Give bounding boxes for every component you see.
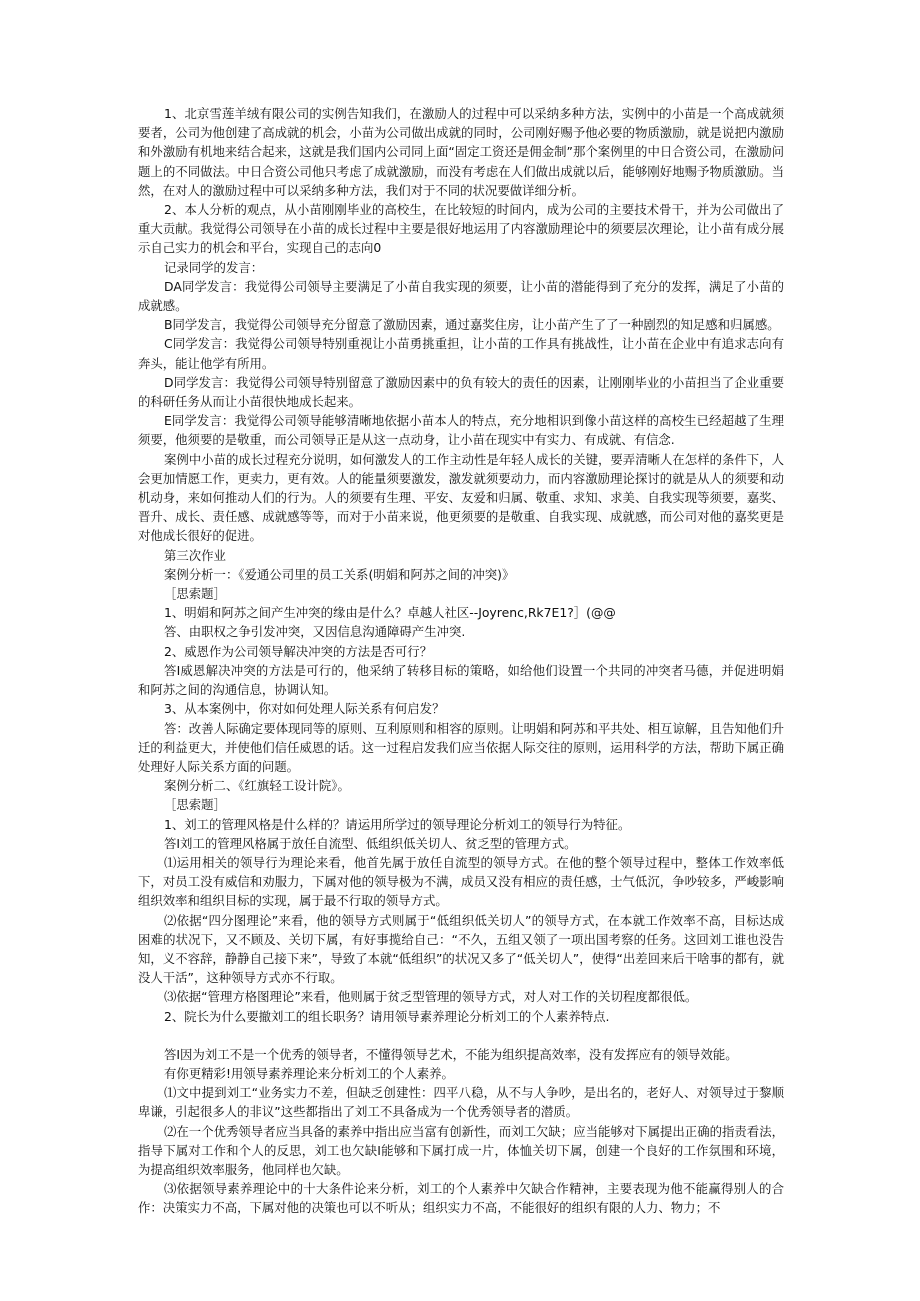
paragraph: B同学发言，我觉得公司领导充分留意了激励因素，通过嘉奖住房，让小苗产生了了一种剧烈的知足感和归属感。 xyxy=(164,317,780,333)
paragraph: ⑵在一个优秀领导者应当具备的素养中指出应当富有创新性，而刘工欠缺；应当能够对下属提出正确的指责看法，指导下属对工作和个人的反思，刘工也欠缺I能够和下属打成一片，体恤关切下属，创建一个良好的工作氛围和环境，为提高组织效率服务，他同样也欠缺。 xyxy=(138,1123,784,1177)
answer: 答I因为刘工不是一个优秀的领导者，不懂得领导艺术，不能为组织提高效率，没有发挥应有的领导效能。 xyxy=(164,1046,738,1062)
question: 2、威恩作为公司领导解决冲突的方法是否可行？ xyxy=(164,643,433,659)
question: 2、院长为什么要撤刘工的组长职务？请用领导素养理论分析刘工的个人素养特点. xyxy=(164,1008,610,1024)
question: 1、刘工的管理风格是什么样的？请运用所学过的领导理论分析刘工的领导行为特征。 xyxy=(164,816,631,832)
case-title: 案例分析二、《红旗轻工设计院》。 xyxy=(164,778,350,794)
paragraph: ⑶依据“管理方格图理论”来看，他则属于贫乏型管理的领导方式，对人对工作的关切程度都很低。 xyxy=(164,989,698,1005)
paragraph: ⑴文中提到刘工“业务实力不差，但缺乏创建性：四平八稳，从不与人争吵，是出名的，老好人、对领导过于黎顺卑谦，引起很多人的非议”这些都指出了刘工不具备成为一个优秀领导者的潜质。 xyxy=(138,1085,784,1120)
case-title: 案例分析一：《爱通公司里的员工关系(明娟和阿苏之间的冲突)》 xyxy=(164,566,515,582)
paragraph: ⑴运用相关的领导行为理论来看，他首先属于放任自流型的领导方式。在他的整个领导过程中，整体工作效率低下，对员工没有威信和劝服力，下属对他的领导极为不满，成员又没有相应的责任感，士气低沉，争吵较多，严峻影响组织效率和组织目标的实现，属于最不行取的领导方式。 xyxy=(138,854,784,909)
question-heading: ［思索题］ xyxy=(164,797,226,813)
answer: 答I威恩解决冲突的方法是可行的，他采纳了转移目标的策略，如给他们设置一个共同的冲突者马德，并促进明娟和阿苏之间的沟通信息，协调认知。 xyxy=(138,662,784,698)
paragraph: ⑵依据“四分图理论”来看，他的领导方式则属于“低组织低关切人”的领导方式，在本就工作效率不高，目标达成困难的状况下，又不顾及、关切下属，有好事揽给自己：“不久，五组又领了一项出国考察的任务。这回刘工谁也没告知，义不容辞，静静自己接下来”，导致了本就“低组织”的状况又多了“低关切人”，使得“出差回来后干啥事的都有，就没人干活”，这种领导方式亦不行取。 xyxy=(138,912,784,986)
paragraph: 2、本人分析的观点，从小苗刚刚毕业的高校生，在比较短的时间内，成为公司的主要技术骨干，并为公司做出了重大贡献。我觉得公司领导在小苗的成长过程中主要是很好地运用了内容激励理论中的须要层次理论，让小苗有成分展示自己实力的机会和平台，实现自己的志向0 xyxy=(138,202,784,256)
paragraph: D同学发言：我觉得公司领导特别留意了激励因素中的负有较大的责任的因素，让刚刚毕业的小苗担当了企业重要的科研任务从而让小苗很快地成长起来。 xyxy=(138,374,784,410)
paragraph: DA同学发言：我觉得公司领导主要满足了小苗自我实现的须要，让小苗的潜能得到了充分的发挥，满足了小苗的成就感。 xyxy=(138,278,784,314)
question: 1、明娟和阿苏之间产生冲突的缘由是什么？卓越人社区--Joyrenc,Rk7E1?］(@@ xyxy=(164,605,616,621)
document-page xyxy=(138,104,784,1218)
question-heading: ［思索题］ xyxy=(164,586,226,602)
answer: 答I刘工的管理风格属于放任自流型、低组织低关切人、贫乏型的管理方式。 xyxy=(164,835,577,851)
question: 3、从本案例中，你对如何处理人际关系有何启发？ xyxy=(164,701,445,717)
answer: 答：改善人际确定要体现同等的原则、互利原则和相容的原则。让明娟和阿苏和平共处、相互谅解，且告知他们升迁的利益更大，并使他们信任威恩的话。这一过程启发我们应当依据人际交往的原则，运用科学的方法，帮助下属正确处理好人际关系方面的问题。 xyxy=(138,720,784,774)
paragraph: C同学发言：我觉得公司领导特别重视让小苗勇挑重担，让小苗的工作具有挑战性，让小苗在企业中有追求志向有奔头，能让他学有所用。 xyxy=(138,336,784,371)
paragraph: 有你更精彩!用领导素养理论来分析刘工的个人素养。 xyxy=(164,1065,454,1081)
paragraph: 案例中小苗的成长过程充分说明，如何激发人的工作主动性是年轻人成长的关键，要弄清晰人在怎样的条件下，人会更加情愿工作，更卖力，更有效。人的能量须要激发，激发就须要动力，而内容激励理论探讨的就是从人的须要和动机动身，来如何推动人们的行为。人的须要有生理、平安、友爱和归属、敬重、求知、求美、自我实现等须要，嘉奖、晋升、成长、责任感、成就感等等，而对于小苗来说，他更须要的是敬重、自我实现、成就感，而公司对他的嘉奖更是对他成长很好的促进。 xyxy=(138,451,784,544)
answer: 答、由职权之争引发冲突，又因信息沟通障碍产生冲突. xyxy=(164,624,466,640)
section-heading: 第三次作业 xyxy=(164,547,226,563)
paragraph: E同学发言：我觉得公司领导能够清晰地依据小苗本人的特点，充分地相识到像小苗这样的高校生已经超越了生理须要，他须要的是敬重，而公司领导正是从这一点动身，让小苗在现实中有实力、有成就、有信念. xyxy=(138,413,784,448)
paragraph: 1、北京雪莲羊绒有限公司的实例告知我们，在激励人的过程中可以采纳多种方法，实例中的小苗是一个高成就须要者，公司为他创建了高成就的机会，小苗为公司做出成就的同时，公司刚好赐予他必要的物质激励，就是说把内激励和外激励有机地来结合起来，这就是我们国内公司同上面“固定工资还是佣金制”那个案例里的中日合资公司，在激励问题上的不同做法。中日合资公司他只考虑了成就激励，而没有考虑在人们做出成就以后，能够刚好地赐予物质激励。当然，在对人的激励过程中可以采纳多种方法，我们对于不同的状况要做详细分析。 xyxy=(138,106,784,198)
paragraph: 记录同学的发言： xyxy=(164,259,264,275)
paragraph: ⑶依据领导素养理论中的十大条件论来分析，刘工的个人素养中欠缺合作精神，主要表现为他不能赢得别人的合作：决策实力不高，下属对他的决策也可以不听从；组织实力不高，不能很好的组织有限的人力、物力；不 xyxy=(138,1181,784,1216)
